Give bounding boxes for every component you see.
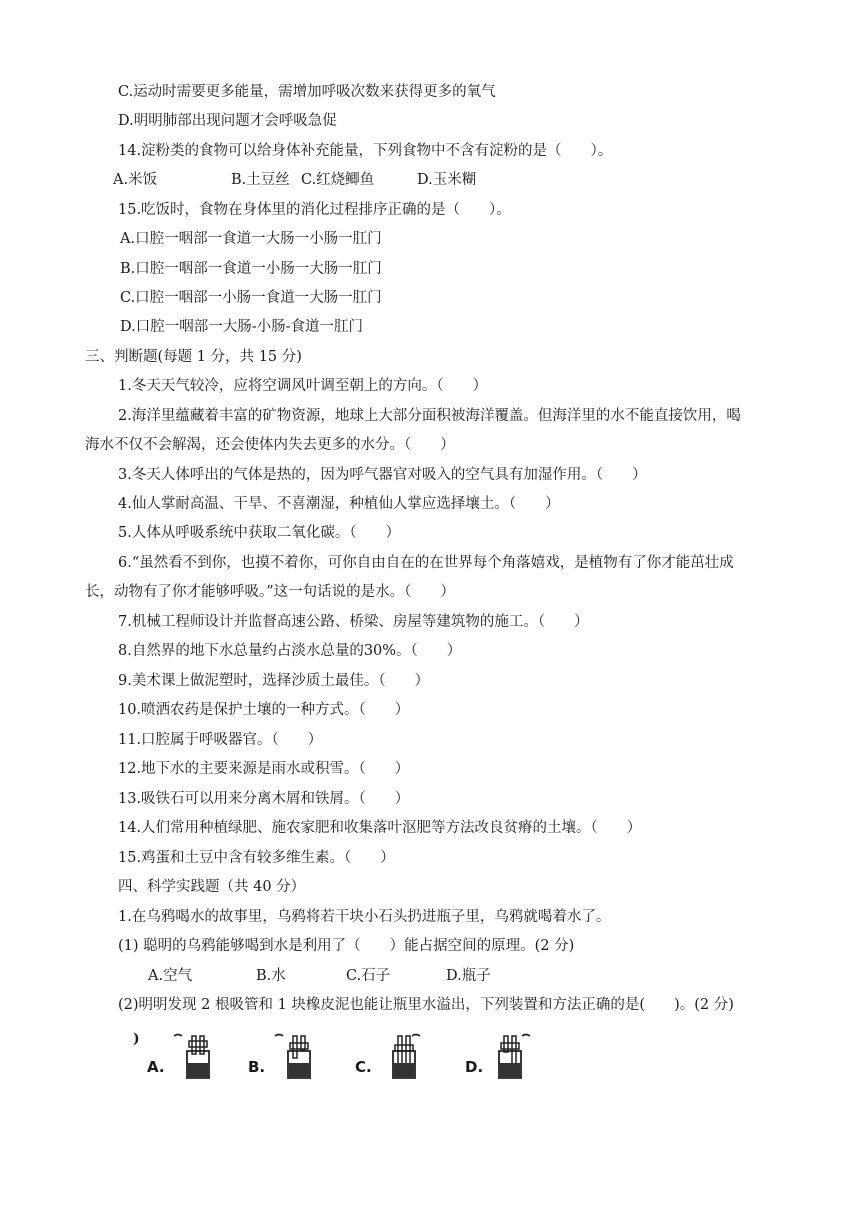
judge-item: 7.机械工程师设计并监督高速公路、桥梁、房屋等建筑物的施工。（ ） (118, 614, 589, 630)
figure-c-bottle (380, 1033, 430, 1083)
figure-a-bottle (172, 1033, 222, 1083)
figure-d-bottle (490, 1033, 540, 1083)
judge-item: 12.地下水的主要来源是雨水或积雪。（ ） (118, 761, 410, 777)
judge-item: 15.鸡蛋和土豆中含有较多维生素。（ ） (118, 850, 395, 866)
q4-1-1-options (148, 966, 491, 986)
bottle-straws-d-icon (490, 1033, 540, 1083)
figure-label-a: A. (147, 1058, 165, 1076)
judge-item: 4.仙人掌耐高温、干旱、不喜潮湿，种植仙人掌应选择壤土。（ ） (118, 496, 560, 512)
q4-1-2-stem: (2)明明发现 2 根吸管和 1 块橡皮泥也能让瓶里水溢出，下列装置和方法正确的是( )。(2 分) (118, 997, 734, 1013)
q15-stem: 15.吃饭时，食物在身体里的消化过程排序正确的是（ ）。 (118, 202, 511, 218)
figure-label-c: C. (355, 1058, 372, 1076)
judge-item-continued: 长，动物有了你才能够呼吸。”这一句话说的是水。（ ） (85, 584, 455, 600)
judge-item: 13.吸铁石可以用来分离木屑和铁屑。（ ） (118, 791, 410, 807)
figure-b-bottle (273, 1033, 323, 1083)
bottle-straws-c-icon (380, 1033, 430, 1083)
q15-option-c: C.口腔一咽部一小肠一食道一大肠一肛门 (120, 290, 382, 306)
judge-item: 1.冬天天气较冷，应将空调风叶调至朝上的方向。（ ） (118, 378, 488, 394)
q13-option-d: D.明明肺部出现问题才会呼吸急促 (118, 113, 337, 129)
figure-paren-mark: ) (133, 1031, 140, 1047)
q13-option-c: C.运动时需要更多能量，需增加呼吸次数来获得更多的氧气 (118, 84, 496, 100)
q4-1-stem: 1.在乌鸦喝水的故事里，乌鸦将若干块小石头扔进瓶子里，乌鸦就喝着水了。 (118, 909, 611, 925)
q15-option-b: B.口腔一咽部一食道一小肠一大肠一肛门 (120, 261, 382, 277)
q14-stem: 14.淀粉类的食物可以给身体补充能量，下列食物中不含有淀粉的是（ ）。 (118, 143, 613, 159)
section4-title: 四、科学实践题（共 40 分） (118, 879, 306, 895)
figure-label-d: D. (465, 1058, 484, 1076)
judge-item: 11.口腔属于呼吸器官。（ ） (118, 732, 323, 748)
judge-item-continued: 海水不仅不会解渴，还会使体内失去更多的水分。（ ） (85, 437, 455, 453)
q14-option-c: C.红烧鲫鱼 (301, 172, 375, 188)
q15-option-d: D.口腔一咽部一大肠-小肠-食道一肛门 (120, 319, 364, 335)
q14-option-b: B.土豆丝 (231, 172, 290, 188)
q15-option-a: A.口腔一咽部一食道一大肠一小肠一肛门 (120, 231, 382, 247)
q4-1-1-option-b: B.水 (256, 968, 286, 984)
q14-options (113, 170, 476, 190)
judge-item: 6.“虽然看不到你，也摸不着你，可你自由自在的在世界每个角落嬉戏，是植物有了你才能茁壮成 (118, 555, 734, 571)
q4-1-1-option-d: D.瓶子 (446, 968, 491, 984)
q14-option-a: A.米饭 (113, 172, 158, 188)
judge-item: 9.美术课上做泥塑时，选择沙质土最佳。（ ） (118, 673, 430, 689)
bottle-straws-b-icon (273, 1033, 323, 1083)
q14-option-d: D.玉米糊 (417, 172, 477, 188)
q4-1-1-stem: (1) 聪明的乌鸦能够喝到水是利用了（ ）能占据空间的原理。(2 分) (118, 938, 575, 954)
section3-title: 三、判断题(每题 1 分，共 15 分) (85, 349, 302, 365)
judge-item: 14.人们常用种植绿肥、施农家肥和收集落叶沤肥等方法改良贫瘠的土壤。（ ） (118, 820, 642, 836)
q4-1-1-option-c: C.石子 (346, 968, 391, 984)
q4-1-1-option-a: A.空气 (148, 968, 193, 984)
judge-item: 3.冬天人体呼出的气体是热的，因为呼气器官对吸入的空气具有加湿作用。（ ） (118, 467, 647, 483)
judge-item: 10.喷洒农药是保护土壤的一种方式。（ ） (118, 702, 410, 718)
figure-label-b: B. (248, 1058, 266, 1076)
bottle-straws-a-icon (172, 1033, 222, 1083)
judge-item: 5.人体从呼吸系统中获取二氧化碳。（ ） (118, 525, 401, 541)
judge-item: 2.海洋里蕴藏着丰富的矿物资源，地球上大部分面积被海洋覆盖。但海洋里的水不能直接饮用，喝 (118, 408, 741, 424)
judge-item: 8.自然界的地下水总量约占淡水总量的30%。（ ） (118, 643, 462, 659)
